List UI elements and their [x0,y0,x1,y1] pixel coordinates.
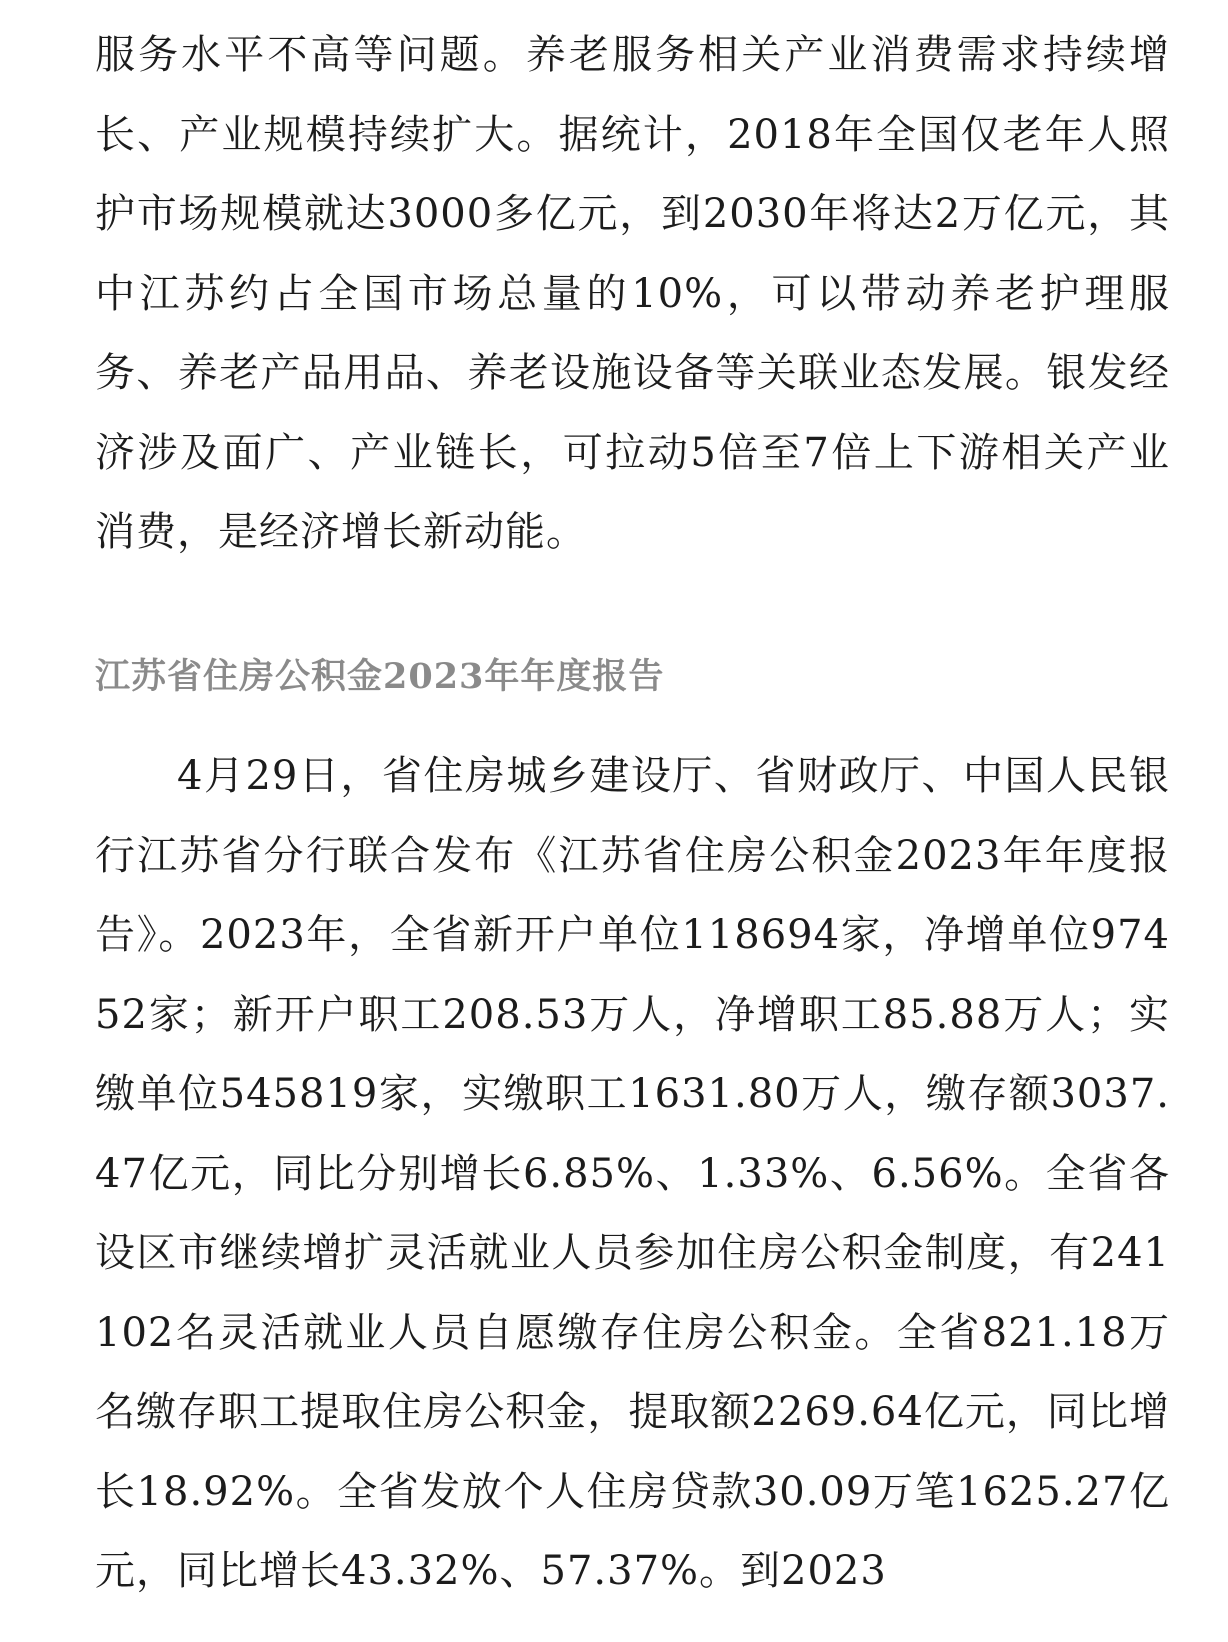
document-page [95,0,1170,1642]
intro-paragraph: 服务水平不高等问题。养老服务相关产业消费需求持续增长、产业规模持续扩大。据统计，2018年全国仅老年人照护市场规模就达3000多亿元，到2030年将达2万亿元，其中江苏约占全国市场总量的10%，可以带动养老护理服务、养老产品用品、养老设施设备等关联业态发展。银发经济涉及面广、产业链长，可拉动5倍至7倍上下游相关产业消费，是经济增长新动能。 [95,32,1170,555]
section-body-paragraph: 4月29日，省住房城乡建设厅、省财政厅、中国人民银行江苏省分行联合发布《江苏省住房公积金2023年年度报告》。2023年，全省新开户单位118694家，净增单位97452家；新开户职工208.53万人，净增职工85.88万人；实缴单位545819家，实缴职工1631.80万人，缴存额3037.47亿元，同比分别增长6.85%、1.33%、6.56%。全省各设区市继续增扩灵活就业人员参加住房公积金制度，有241102名灵活就业人员自愿缴存住房公积金。全省821.18万名缴存职工提取住房公积金，提取额2269.64亿元，同比增长18.92%。全省发放个人住房贷款30.09万笔1625.27亿元，同比增长43.32%、57.37%。到2023 [95,753,1170,1594]
section-heading: 江苏省住房公积金2023年年度报告 [95,656,665,697]
